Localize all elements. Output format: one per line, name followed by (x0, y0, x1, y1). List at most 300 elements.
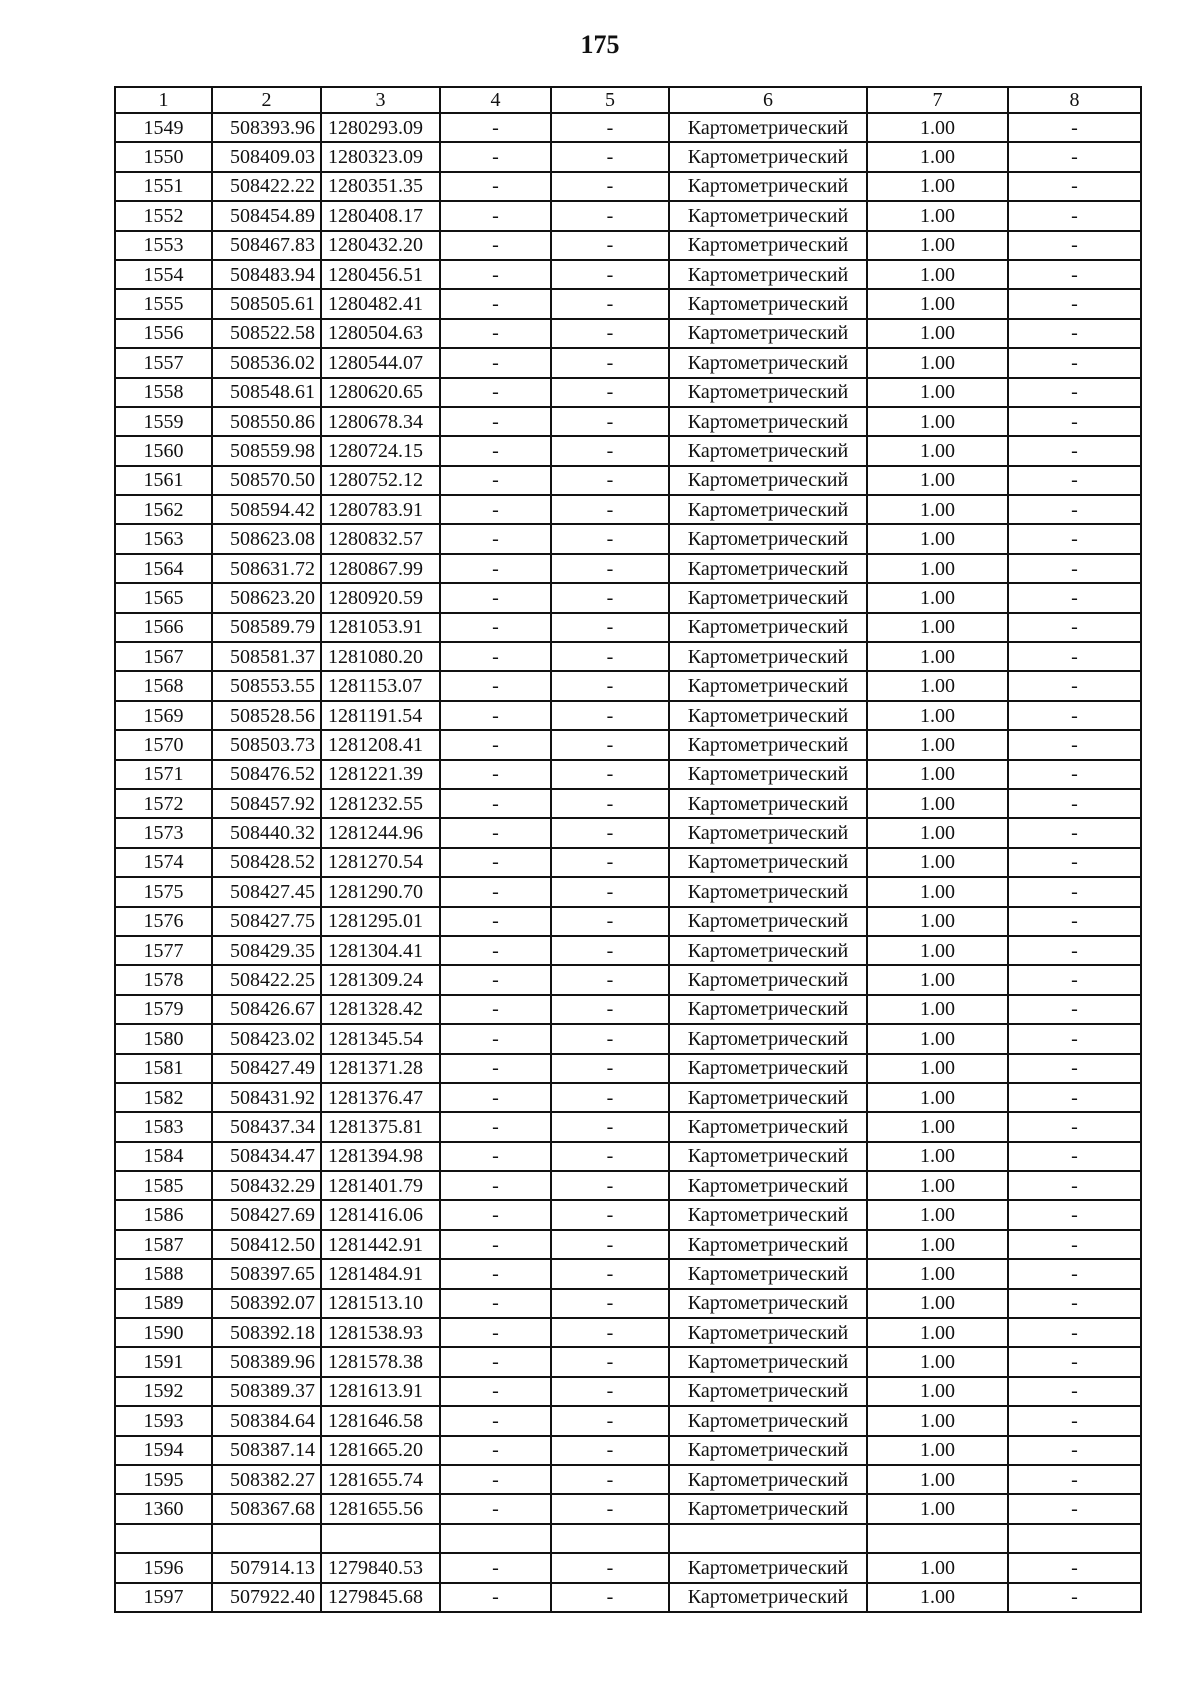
table-cell: - (440, 965, 551, 994)
table-cell: - (551, 1200, 669, 1229)
table-cell: - (440, 231, 551, 260)
table-cell: - (440, 142, 551, 171)
table-row (115, 760, 1141, 789)
table-cell: 508623.08 (212, 524, 321, 553)
table-cell: - (551, 965, 669, 994)
table-cell: 1580 (115, 1024, 212, 1053)
table-cell: 1585 (115, 1171, 212, 1200)
table-cell: Картометрический (669, 995, 867, 1024)
table-cell: - (1008, 1171, 1141, 1200)
table-cell: - (440, 1553, 551, 1582)
table-cell: - (551, 1230, 669, 1259)
table-cell: 508392.07 (212, 1289, 321, 1318)
table-row (115, 583, 1141, 612)
table-cell: 1593 (115, 1406, 212, 1435)
table-cell: 1586 (115, 1200, 212, 1229)
table-cell: 508429.35 (212, 936, 321, 965)
table-cell: 1557 (115, 348, 212, 377)
table-cell: 1280832.57 (321, 524, 440, 553)
table-cell: 508422.25 (212, 965, 321, 994)
table-cell: 1281290.70 (321, 877, 440, 906)
column-header: 3 (321, 87, 440, 113)
table-cell: - (1008, 1054, 1141, 1083)
table-body (115, 113, 1141, 1612)
table-cell: 1280293.09 (321, 113, 440, 142)
table-cell: 1583 (115, 1112, 212, 1141)
table-cell: - (551, 1436, 669, 1465)
table-cell: Картометрический (669, 701, 867, 730)
table-row (115, 730, 1141, 759)
coordinates-table (114, 86, 1142, 1613)
table-cell: - (551, 407, 669, 436)
table-cell: 1281295.01 (321, 907, 440, 936)
table-row (115, 877, 1141, 906)
table-cell: 508389.96 (212, 1347, 321, 1376)
table-cell: - (1008, 524, 1141, 553)
table-cell: Картометрический (669, 1377, 867, 1406)
table-cell: Картометрический (669, 260, 867, 289)
table-cell: Картометрический (669, 1142, 867, 1171)
table-cell: - (551, 1024, 669, 1053)
table-cell (551, 1524, 669, 1553)
table-cell: - (551, 701, 669, 730)
table-row (115, 495, 1141, 524)
table-cell: 1.00 (867, 965, 1008, 994)
table-cell: 508503.73 (212, 730, 321, 759)
table-cell: - (440, 1112, 551, 1141)
table-cell (1008, 1524, 1141, 1553)
table-cell: 1.00 (867, 760, 1008, 789)
table-row (115, 1259, 1141, 1288)
table-cell: - (440, 1406, 551, 1435)
table-cell: 1.00 (867, 583, 1008, 612)
table-cell: Картометрический (669, 436, 867, 465)
table-cell: - (1008, 760, 1141, 789)
table-cell: 1281401.79 (321, 1171, 440, 1200)
table-cell: 1.00 (867, 466, 1008, 495)
table-cell: 1281376.47 (321, 1083, 440, 1112)
table-cell: - (440, 524, 551, 553)
table-cell: - (440, 877, 551, 906)
table-cell: 1.00 (867, 642, 1008, 671)
table-cell: 1.00 (867, 1142, 1008, 1171)
table-cell: Картометрический (669, 1200, 867, 1229)
table-cell: 1280920.59 (321, 583, 440, 612)
table-cell: - (551, 113, 669, 142)
table-row (115, 201, 1141, 230)
table-cell: 1.00 (867, 995, 1008, 1024)
table-cell: 507922.40 (212, 1583, 321, 1612)
table-cell: 1577 (115, 936, 212, 965)
table-cell: 1281304.41 (321, 936, 440, 965)
table-cell: - (1008, 1200, 1141, 1229)
column-header: 4 (440, 87, 551, 113)
table-cell: 1558 (115, 378, 212, 407)
table-row (115, 848, 1141, 877)
table-cell: 508548.61 (212, 378, 321, 407)
table-cell: 1576 (115, 907, 212, 936)
table-cell: 1.00 (867, 671, 1008, 700)
table-cell: - (440, 995, 551, 1024)
table-cell: - (440, 907, 551, 936)
table-cell: - (551, 642, 669, 671)
table-cell: 1566 (115, 613, 212, 642)
table-row (115, 113, 1141, 142)
table-cell: 508581.37 (212, 642, 321, 671)
table-cell: 1281484.91 (321, 1259, 440, 1288)
table-cell: - (551, 1583, 669, 1612)
table-cell: 1280323.09 (321, 142, 440, 171)
table-cell: Картометрический (669, 613, 867, 642)
table-cell: 1562 (115, 495, 212, 524)
table-cell: - (440, 113, 551, 142)
table-row (115, 1318, 1141, 1347)
table-cell: 1281244.96 (321, 818, 440, 847)
table-cell: - (551, 1494, 669, 1523)
column-header: 1 (115, 87, 212, 113)
table-cell: - (1008, 1318, 1141, 1347)
table-cell: 508428.52 (212, 848, 321, 877)
table-cell: 1572 (115, 789, 212, 818)
table-cell: 1281538.93 (321, 1318, 440, 1347)
table-cell: - (551, 348, 669, 377)
table-cell: 1281442.91 (321, 1230, 440, 1259)
table-cell: 1280783.91 (321, 495, 440, 524)
table-cell: - (1008, 260, 1141, 289)
table-cell (440, 1524, 551, 1553)
table-cell: 1582 (115, 1083, 212, 1112)
table-cell: - (1008, 554, 1141, 583)
table-cell: - (440, 818, 551, 847)
table-cell: 1.00 (867, 936, 1008, 965)
table-cell: - (1008, 495, 1141, 524)
table-cell: 508409.03 (212, 142, 321, 171)
table-cell: 1591 (115, 1347, 212, 1376)
table-cell: 1.00 (867, 818, 1008, 847)
table-row (115, 1524, 1141, 1553)
table-cell: 1574 (115, 848, 212, 877)
table-row (115, 378, 1141, 407)
table-cell: Картометрический (669, 142, 867, 171)
table-cell: - (440, 554, 551, 583)
table-row (115, 142, 1141, 171)
table-cell: 1281328.42 (321, 995, 440, 1024)
table-cell: 1280544.07 (321, 348, 440, 377)
table-cell: 508393.96 (212, 113, 321, 142)
table-cell: - (440, 730, 551, 759)
table-cell: 508431.92 (212, 1083, 321, 1112)
table-cell: - (551, 848, 669, 877)
table-cell: Картометрический (669, 319, 867, 348)
table-row (115, 407, 1141, 436)
table-row (115, 524, 1141, 553)
table-cell: - (440, 378, 551, 407)
table-cell: 1.00 (867, 1289, 1008, 1318)
table-cell: 1.00 (867, 319, 1008, 348)
table-cell (212, 1524, 321, 1553)
table-cell: - (1008, 701, 1141, 730)
table-cell: 1280456.51 (321, 260, 440, 289)
table-cell: 508432.29 (212, 1171, 321, 1200)
table-cell: - (1008, 1024, 1141, 1053)
table-header (115, 87, 1141, 113)
table-cell: 1.00 (867, 1112, 1008, 1141)
table-cell (867, 1524, 1008, 1553)
table-cell: - (1008, 1230, 1141, 1259)
table-cell: 1280504.63 (321, 319, 440, 348)
table-cell: Картометрический (669, 466, 867, 495)
table-cell: - (551, 995, 669, 1024)
table-cell: Картометрический (669, 231, 867, 260)
table-cell: 508427.75 (212, 907, 321, 936)
table-cell: 1.00 (867, 1465, 1008, 1494)
table-cell: 508467.83 (212, 231, 321, 260)
table-cell: - (1008, 289, 1141, 318)
table-cell: 1.00 (867, 613, 1008, 642)
table-cell: 1567 (115, 642, 212, 671)
table-row (115, 466, 1141, 495)
table-cell: - (440, 642, 551, 671)
table-cell: 1281655.56 (321, 1494, 440, 1523)
table-cell: Картометрический (669, 495, 867, 524)
table-cell: 1.00 (867, 1259, 1008, 1288)
table-cell: - (440, 848, 551, 877)
table-cell: - (1008, 319, 1141, 348)
table-cell: 1596 (115, 1553, 212, 1582)
table-cell: 1.00 (867, 1230, 1008, 1259)
table-cell: 1.00 (867, 1377, 1008, 1406)
table-cell: - (1008, 1465, 1141, 1494)
table-cell: 1561 (115, 466, 212, 495)
table-cell: 1560 (115, 436, 212, 465)
table-cell: 1280620.65 (321, 378, 440, 407)
table-cell: 1281309.24 (321, 965, 440, 994)
table-cell: 508440.32 (212, 818, 321, 847)
table-cell: - (1008, 671, 1141, 700)
table-cell: 508536.02 (212, 348, 321, 377)
table-cell: Картометрический (669, 671, 867, 700)
table-cell: 1280408.17 (321, 201, 440, 230)
table-cell: 1597 (115, 1583, 212, 1612)
table-cell: - (551, 907, 669, 936)
table-cell: - (440, 613, 551, 642)
table-row (115, 1406, 1141, 1435)
table-cell: Картометрический (669, 1436, 867, 1465)
table-cell: - (1008, 789, 1141, 818)
table-row (115, 907, 1141, 936)
table-cell: 1.00 (867, 201, 1008, 230)
table-cell: 1281655.74 (321, 1465, 440, 1494)
table-cell: - (551, 260, 669, 289)
page-number: 175 (580, 30, 620, 59)
table-cell: 508457.92 (212, 789, 321, 818)
table-cell: 508427.49 (212, 1054, 321, 1083)
table-cell: 1279845.68 (321, 1583, 440, 1612)
table-cell: 1281080.20 (321, 642, 440, 671)
table-cell: 1281345.54 (321, 1024, 440, 1053)
table-cell: - (551, 172, 669, 201)
table-cell: 1578 (115, 965, 212, 994)
table-cell: 1.00 (867, 1494, 1008, 1523)
table-cell: 1.00 (867, 378, 1008, 407)
table-cell: - (551, 1347, 669, 1376)
table-cell: Картометрический (669, 789, 867, 818)
table-row (115, 1083, 1141, 1112)
table-cell: 1587 (115, 1230, 212, 1259)
table-row (115, 789, 1141, 818)
table-cell: - (551, 1289, 669, 1318)
table-cell: Картометрический (669, 936, 867, 965)
table-cell: 1.00 (867, 877, 1008, 906)
table-cell: 508392.18 (212, 1318, 321, 1347)
table-cell: 1281053.91 (321, 613, 440, 642)
table-row (115, 1230, 1141, 1259)
table-cell: - (551, 583, 669, 612)
table-cell: 508423.02 (212, 1024, 321, 1053)
table-cell: 1281665.20 (321, 1436, 440, 1465)
table-cell: - (551, 436, 669, 465)
table-cell: 508382.27 (212, 1465, 321, 1494)
table-cell: 508434.47 (212, 1142, 321, 1171)
table-cell: 1590 (115, 1318, 212, 1347)
table-cell: 1281371.28 (321, 1054, 440, 1083)
table-cell: 1.00 (867, 113, 1008, 142)
column-header: 7 (867, 87, 1008, 113)
table-cell: 1594 (115, 1436, 212, 1465)
table-row (115, 260, 1141, 289)
table-cell: 508570.50 (212, 466, 321, 495)
table-cell: Картометрический (669, 583, 867, 612)
table-cell: - (1008, 1083, 1141, 1112)
table-cell: 507914.13 (212, 1553, 321, 1582)
table-cell: - (440, 1436, 551, 1465)
table-cell: - (551, 1083, 669, 1112)
table-cell: - (551, 201, 669, 230)
table-cell: 1280752.12 (321, 466, 440, 495)
table-cell: Картометрический (669, 730, 867, 759)
table-row (115, 231, 1141, 260)
table-cell: - (1008, 1494, 1141, 1523)
table-cell: Картометрический (669, 848, 867, 877)
table-cell: Картометрический (669, 201, 867, 230)
table-cell: - (551, 524, 669, 553)
table-cell: - (440, 495, 551, 524)
table-cell: 1556 (115, 319, 212, 348)
table-cell: - (440, 1465, 551, 1494)
table-cell: 1.00 (867, 1406, 1008, 1435)
table-cell: Картометрический (669, 289, 867, 318)
table-cell: 508389.37 (212, 1377, 321, 1406)
table-cell: 508559.98 (212, 436, 321, 465)
table-cell: - (440, 701, 551, 730)
table-cell: - (1008, 1377, 1141, 1406)
table-cell: 1570 (115, 730, 212, 759)
table-cell: - (551, 1054, 669, 1083)
table-cell: 1280867.99 (321, 554, 440, 583)
table-cell: - (1008, 1289, 1141, 1318)
table-cell: 1.00 (867, 1054, 1008, 1083)
table-cell: - (440, 1259, 551, 1288)
table-cell: 1571 (115, 760, 212, 789)
table-cell: 1.00 (867, 495, 1008, 524)
table-row (115, 1553, 1141, 1582)
table-cell: 1.00 (867, 730, 1008, 759)
table-cell: Картометрический (669, 1259, 867, 1288)
table-cell: - (440, 407, 551, 436)
table-cell: - (551, 1142, 669, 1171)
table-cell: - (440, 789, 551, 818)
table-cell: 508483.94 (212, 260, 321, 289)
table-cell: 1555 (115, 289, 212, 318)
table-row (115, 1377, 1141, 1406)
table-cell: 1595 (115, 1465, 212, 1494)
table-cell: 1554 (115, 260, 212, 289)
table-cell: - (551, 936, 669, 965)
table-cell: 1281191.54 (321, 701, 440, 730)
table-cell: Картометрический (669, 1553, 867, 1582)
table-cell: - (440, 260, 551, 289)
table-cell: 1281613.91 (321, 1377, 440, 1406)
table-cell: - (551, 877, 669, 906)
table-row (115, 613, 1141, 642)
table-cell: 1589 (115, 1289, 212, 1318)
table-cell: 1584 (115, 1142, 212, 1171)
table-cell: - (1008, 142, 1141, 171)
table-cell: - (551, 760, 669, 789)
table-cell: 508427.69 (212, 1200, 321, 1229)
table-cell: 1.00 (867, 524, 1008, 553)
table-cell: - (551, 1406, 669, 1435)
table-cell: - (551, 1377, 669, 1406)
table-cell: - (551, 378, 669, 407)
table-cell: - (1008, 378, 1141, 407)
table-cell: - (551, 554, 669, 583)
table-cell: - (551, 231, 669, 260)
table-cell: - (551, 789, 669, 818)
table-row (115, 348, 1141, 377)
table-cell: 508505.61 (212, 289, 321, 318)
table-cell: Картометрический (669, 1494, 867, 1523)
table-cell: 1280482.41 (321, 289, 440, 318)
table-cell: - (1008, 1583, 1141, 1612)
table-row (115, 1465, 1141, 1494)
table-cell: Картометрический (669, 907, 867, 936)
table-cell: - (440, 1142, 551, 1171)
table-cell: - (1008, 201, 1141, 230)
table-cell: 1281513.10 (321, 1289, 440, 1318)
table-cell: 1.00 (867, 348, 1008, 377)
table-cell: - (440, 1289, 551, 1318)
table-cell: 1553 (115, 231, 212, 260)
table-row (115, 1112, 1141, 1141)
table-cell: 1.00 (867, 260, 1008, 289)
table-cell: - (1008, 1347, 1141, 1376)
table-row (115, 965, 1141, 994)
table-cell: - (1008, 936, 1141, 965)
table-cell: 1.00 (867, 554, 1008, 583)
table-cell: - (440, 1494, 551, 1523)
table-cell: Картометрический (669, 113, 867, 142)
table-cell: 1563 (115, 524, 212, 553)
table-cell: Картометрический (669, 524, 867, 553)
table-cell: 508422.22 (212, 172, 321, 201)
table-cell: 508397.65 (212, 1259, 321, 1288)
table-cell: - (1008, 907, 1141, 936)
table-cell: 1.00 (867, 1200, 1008, 1229)
table-cell: Картометрический (669, 1171, 867, 1200)
table-cell: - (551, 1259, 669, 1288)
table-cell: 1551 (115, 172, 212, 201)
